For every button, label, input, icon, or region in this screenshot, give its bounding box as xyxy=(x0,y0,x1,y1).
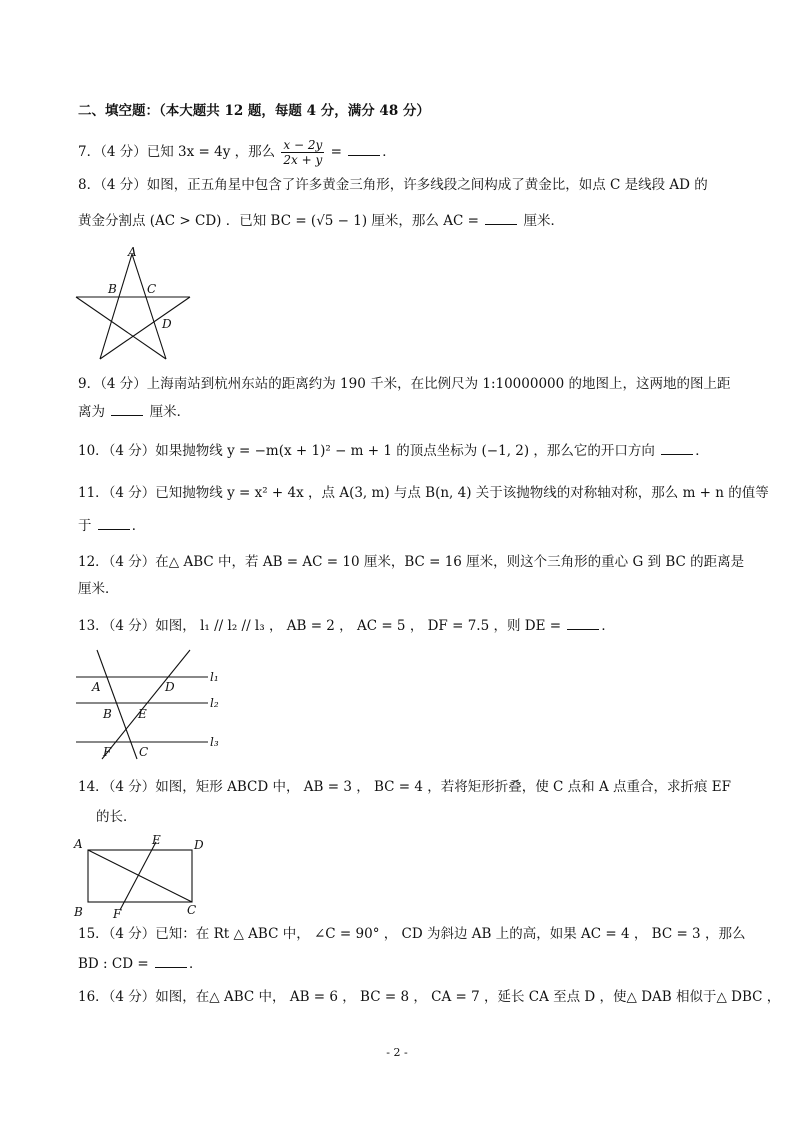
q13-text: 13．（4 分）如图， l₁ // l₂ // l₃ ， AB = 2 ， AC = 5 ， DF = 7.5 ，则 DE = xyxy=(78,618,562,634)
label-D: D xyxy=(162,317,172,331)
label-C: C xyxy=(139,745,149,759)
q8-line2-text: 黄金分割点 (AC > CD) ．已知 BC = (√5 − 1) 厘米，那么 AC = xyxy=(78,213,479,229)
parallel-lines-figure xyxy=(70,646,230,764)
label-A: A xyxy=(128,245,137,259)
q10-answer-blank xyxy=(661,442,693,455)
q9-line2-unit: 厘米． xyxy=(149,404,191,420)
q11-answer-blank xyxy=(98,517,130,530)
q10-end: ． xyxy=(695,443,709,459)
q9-answer-blank xyxy=(111,403,143,416)
label-B: B xyxy=(108,282,117,296)
q8-line2-unit: 厘米． xyxy=(523,213,564,229)
q13-answer-blank xyxy=(567,617,599,630)
q16-line1: 16．（4 分）如图，在△ ABC 中， AB = 6 ， BC = 8 ， CA = 7 ，延长 CA 至点 D ，使△ DAB 相似于△ DBC ， xyxy=(78,989,781,1005)
pentagram-figure xyxy=(70,244,200,364)
label-B: B xyxy=(74,905,83,919)
star-edge-1 xyxy=(100,254,132,359)
q9-line1: 9．（4 分）上海南站到杭州东站的距离约为 190 千米，在比例尺为 1:10000000 的地图上，这两地的图上距 xyxy=(78,376,731,392)
q7-fraction xyxy=(281,138,324,167)
star-edge-4 xyxy=(76,297,166,359)
q11-line1: 11．（4 分）已知抛物线 y = x² + 4x ，点 A(3, m) 与点 B(n, 4) 关于该抛物线的对称轴对称，那么 m + n 的值等 xyxy=(78,485,769,501)
question-10 xyxy=(78,442,726,460)
transversal-DF xyxy=(102,650,190,759)
question-13 xyxy=(78,617,726,635)
label-l2: l₂ xyxy=(210,696,219,710)
q7-frac-numerator: x − 2y xyxy=(283,138,323,152)
fold-EF xyxy=(120,842,156,910)
q15-answer-blank xyxy=(155,955,187,968)
q15-line2-text: BD : CD = xyxy=(78,956,149,972)
section-title: 二、填空题：（本大题共 12 题，每题 4 分，满分 48 分） xyxy=(78,103,430,119)
transversal-AC xyxy=(97,650,137,759)
label-A: A xyxy=(92,680,101,694)
q9-line2-text: 离为 xyxy=(78,404,105,420)
label-A: A xyxy=(74,837,83,851)
label-D: D xyxy=(194,838,204,852)
q8-answer-blank xyxy=(485,212,517,225)
q12-line1: 12．（4 分）在△ ABC 中，若 AB = AC = 10 厘米，BC = 16 厘米，则这个三角形的重心 G 到 BC 的距离是 xyxy=(78,554,745,570)
star-edge-5 xyxy=(132,254,166,359)
q7-text: 7．（4 分）已知 3x = 4y ，那么 xyxy=(78,144,276,160)
q15-end: ． xyxy=(188,956,203,972)
q7-frac-denominator: 2x + y xyxy=(283,153,323,167)
q15-line1: 15．（4 分）已知：在 Rt △ ABC 中， ∠C = 90° ， CD 为斜边 AB 上的高，如果 AC = 4 ， BC = 3 ，那么 xyxy=(78,926,746,942)
q9-line2 xyxy=(78,403,726,421)
rectangle-fold-figure xyxy=(70,832,220,920)
label-l1: l₁ xyxy=(210,670,219,684)
q14-line1: 14．（4 分）如图，矩形 ABCD 中， AB = 3 ， BC = 4 ，若将矩形折叠，使 C 点和 A 点重合，求折痕 EF xyxy=(78,779,732,795)
label-C: C xyxy=(187,903,197,917)
q7-answer-blank xyxy=(348,143,380,156)
label-F: F xyxy=(113,907,122,920)
q7-equals: = xyxy=(330,144,342,160)
q11-line2 xyxy=(78,517,726,535)
question-7: 7．（4 分）已知 3x = 4y ，那么 $\frac{x - 2y}{2x + y}$ = ． xyxy=(78,138,396,167)
label-C: C xyxy=(147,282,157,296)
star-edge-2 xyxy=(100,297,190,359)
diagonal-AC xyxy=(88,850,192,902)
q12-line2: 厘米． xyxy=(78,581,119,597)
q13-end: ． xyxy=(601,618,615,634)
page-number: - 2 - xyxy=(386,1046,408,1059)
q11-line2-text: 于 xyxy=(78,518,92,534)
q15-line2 xyxy=(78,955,726,973)
label-F: F xyxy=(103,745,112,759)
label-E: E xyxy=(152,833,161,847)
label-l3: l₃ xyxy=(210,735,219,749)
q14-line2: 的长． xyxy=(96,809,137,825)
label-B: B xyxy=(103,707,112,721)
label-D: D xyxy=(165,680,175,694)
q8-line1: 8．（4 分）如图，正五角星中包含了许多黄金三角形，许多线段之间构成了黄金比，如点 C 是线段 AD 的 xyxy=(78,177,708,193)
label-E: E xyxy=(138,707,147,721)
q8-line2 xyxy=(78,212,726,230)
q10-text: 10．（4 分）如果抛物线 y = −m(x + 1)² − m + 1 的顶点坐标为 (−1, 2) ，那么它的开口方向 xyxy=(78,443,655,459)
q11-end: ． xyxy=(131,518,146,534)
